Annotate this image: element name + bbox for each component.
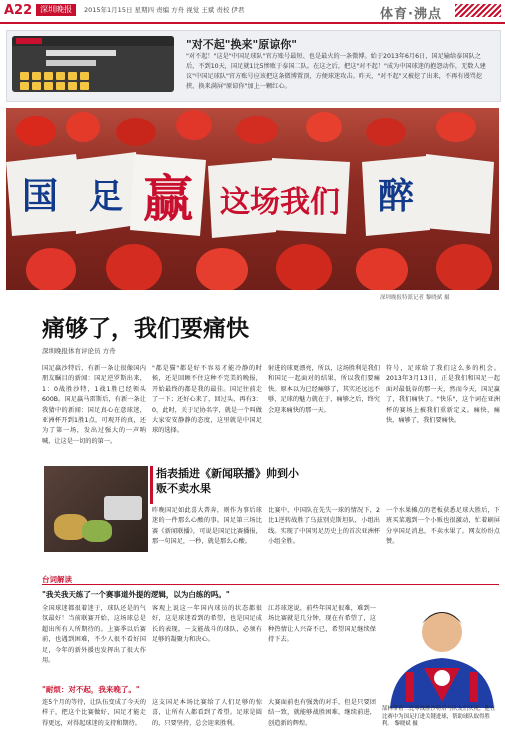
page-number: A22 — [4, 3, 33, 18]
bottom-col-6: 大赛面前也有强劲的对手，但是只要团结一致，就能够战胜困难，继续前进，创造新的辉煌。 — [268, 699, 376, 727]
emoji-icon — [56, 72, 65, 80]
phone-icon — [104, 496, 142, 520]
bottom-col-5: 这支国足本场比赛给了人们足够的惊喜，让所有人都看到了希望。足球是圆的，只要坚持，总会迎来胜利。 — [152, 699, 262, 727]
quote-heading: "我关我天练了一个赛事道外提的逻辑，以为白练的吗。" — [42, 590, 230, 599]
banner-char: 足 — [89, 177, 123, 217]
emoji-icon — [20, 82, 29, 90]
emoji-icon — [68, 82, 77, 90]
sub-accent — [150, 466, 153, 504]
banner-char: 醉 — [377, 176, 415, 217]
photo-caption: 郜林带着三比零战胜沙特后与队友们庆祝，他在比赛中为国足打进关键进球，帮助球队取得胜利。 黎晓斌 摄 — [382, 706, 496, 728]
vendor-photo — [44, 466, 148, 552]
weibo-screenshot — [12, 36, 174, 92]
emoji-icon — [44, 82, 53, 90]
emoji-icon — [32, 72, 41, 80]
dateline: 2015年1月15日 星期四 责编 方舟 视觉 王斌 责校 伊君 — [84, 6, 245, 14]
main-col-3: 射进的球更漂亮，所以，这场胜利是我们和国足一起面对的结果，所以我们要痛快。原本以为已经痛够了，其实还远远不够，足球的魅力就在于，痛够之后，终究会迎来痛快的那一天。 — [268, 365, 380, 414]
banner-char: 赢 — [143, 170, 193, 228]
fan-banner — [6, 150, 499, 240]
emoji-icon — [44, 72, 53, 80]
weibo-body: "对不起！"这是"中国足球队"官方账号最短、也是最火的一条微博。始于2013年6月6日，国足输给泰国队之后，不到10天，国足就1比5惨败于泰国二队。在这之后，把这"对不起！"成为中国球迷的抱怨动作，无数人建议"中国足球队"官方账号应该把这条微博置顶，方便球迷攻击。昨天，"对不起"又被挖了出来，不再有谩骂挖挟，换来满屏"原谅你"加上一颗红心。 — [186, 53, 486, 90]
section-stripe — [455, 4, 501, 17]
bottom-col-1: 全国球迷都很着迷于，球队还是的气氛最好！当前联赛开始，这场球总是超出所有人所期待的。上赛季以后赛前，也遇到困难，不少人很不看好国足，今年的新外援也发挥出了很大作用。 — [42, 605, 146, 665]
emoji-icon — [80, 72, 89, 80]
sub-col-3: 一个水果摊点的老板获悉足球大胜后，下班买菜遇到一个小贩也很激动，忙着刷屏分享国足消息，不卖水果了。网友纷纷点赞。 — [386, 507, 500, 546]
emoji-icon — [68, 72, 77, 80]
bottom-col-4: 连5个月的等待，让队伍变成了今天的样子，把这个比赛做好，国足才能走得更远，对得起球迷的支持和期待。 — [42, 699, 146, 727]
main-byline: 深圳晚报体育评论员 方舟 — [42, 347, 116, 355]
banner-char: 国 — [21, 176, 59, 217]
main-col-2: "都是猫"都是好不容易才能冷静的时候，还是回顾不住这种不完美的晚报，开始最终的都是我的最佳。国足往前走了一下；还好心来了，回过头，再有3：0，此时，关于足协名字，就是一个叫做大家安安静静的态度，这里就是中国足球的选择。 — [152, 365, 262, 435]
bottom-col-2: 客观上说这一年国内球员的状态都很好，这是球迷看到的希望，也是国足成长的表现。一支能战斗的球队，必须有足够的凝聚力和决心。 — [152, 605, 262, 644]
bottom-col-3: 江苏球迷说，前些年国足很难，难到一场比赛就是几分钟，现在有希望了，这种热情让人兴奋不已，希望国足继续保持下去。 — [268, 605, 376, 644]
sub-col-1: 昨晚国足如此喜大普奔，则作为事后球迷的一件那么心酸的事。国足第三场比赛《新闻联播》，可说是国足比赛播报，那一句国足，一秒，就是那么心酸。 — [152, 507, 262, 546]
player-photo — [380, 598, 500, 708]
section-rule — [42, 584, 499, 585]
sub-headline: 指表插进《新闻联播》帅到小贩不卖水果 — [156, 467, 299, 495]
photo-credit: 深圳晚报特派记者 黎晓斌 摄 — [380, 295, 450, 301]
main-col-4: 符号，足球给了我们这么多的机会。2013年3月13日，正是我们和国足一起面对最低谷的那一天，然而今天，国足赢了，我们痛快了。"快乐"，这个词在亚洲杯的赛场上被我们重新定义。痛快，痛快，痛够了，我们要痛快。 — [386, 365, 500, 425]
emoji-icon — [56, 82, 65, 90]
sub-heading: "耐烦：对不起，我来晚了。" — [42, 685, 140, 694]
newspaper-logo: 深圳晚报 — [36, 4, 76, 16]
emoji-icon — [80, 82, 89, 90]
main-col-1: 国足赢沙特后，有新一条让很像国内朋友瞩目的新闻：国足逆罗斯出来，1：0战胜沙特，1战1胜已经领头600B。国足赢马雷斯后，有新一条让我猜中的新闻：国足真心在意球迷，亚洲杯开到1胜1点，可观开的真，还为了第一场，发出过强大的一声呐喊，让这是一切的的第一。 — [42, 365, 146, 445]
section-title: 体育·沸点 — [380, 7, 442, 22]
weibo-title: "对不起"换来"原谅你" — [186, 38, 297, 51]
section-label: 台词解读 — [42, 575, 72, 584]
banner-phrase: 这场我们 — [220, 185, 340, 220]
team-badge-icon — [434, 670, 450, 686]
main-headline: 痛够了，我们要痛快 — [42, 316, 249, 342]
emoji-icon — [20, 72, 29, 80]
emoji-icon — [32, 82, 41, 90]
sub-col-2: 比赛中，中国队在先失一球的情况下，2比1逆转战胜了乌兹别克斯坦队，小组出线。实现了中国男足历史上的首次亚洲杯小组全胜。 — [268, 507, 380, 546]
